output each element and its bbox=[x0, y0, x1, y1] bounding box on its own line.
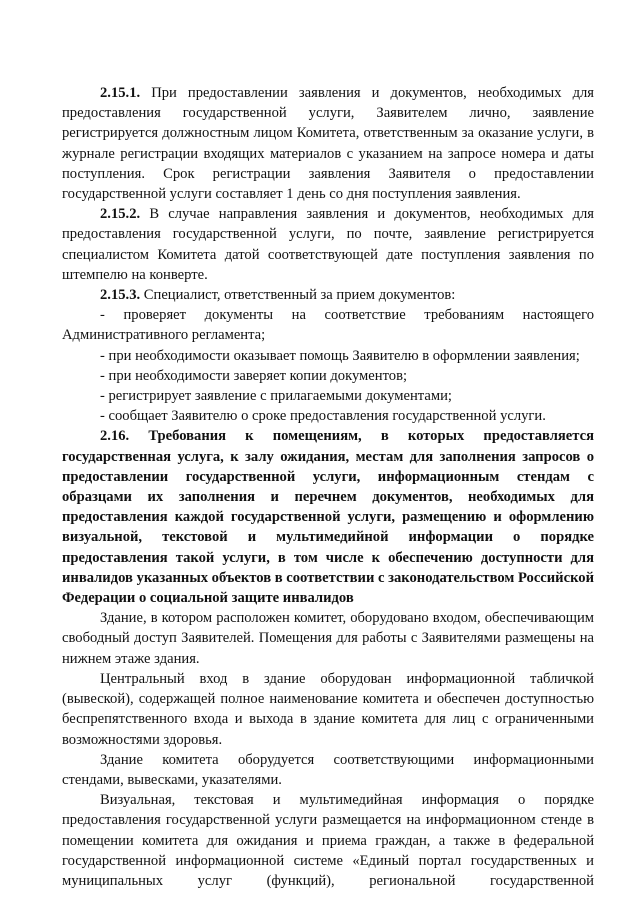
paragraph-entrance: Центральный вход в здание оборудован информационной табличкой (вывеской), содержащей полное наименование комитета и обеспечен доступностью беспрепятственного входа и выхода в здание комитета для лиц с ограниченными возможностями здоровья. bbox=[62, 670, 594, 748]
paragraph-stands: Здание комитета оборудуется соответствующими информационными стендами, вывесками, указателями. bbox=[62, 751, 594, 788]
paragraph-2-16 bbox=[62, 426, 594, 608]
list-item: - при необходимости оказывает помощь Заявителю в оформлении заявления; bbox=[100, 347, 580, 364]
document-page bbox=[62, 83, 594, 891]
paragraph-2-15-1 bbox=[62, 83, 594, 204]
paragraph-building: Здание, в котором расположен комитет, оборудовано входом, обеспечивающим свободный доступ Заявителей. Помещения для работы с Заявителями размещены на нижнем этаже здания. bbox=[62, 610, 594, 667]
list-item: - сообщает Заявителю о сроке предоставления государственной услуги. bbox=[100, 408, 546, 425]
clause-number: 2.15.3. bbox=[100, 287, 141, 304]
paragraph-2-15-2 bbox=[62, 204, 594, 285]
list-item: - проверяет документы на соответствие требованиям настоящего Административного регламента; bbox=[62, 307, 594, 344]
list-item: - при необходимости заверяет копии документов; bbox=[100, 367, 408, 384]
paragraph-text: Специалист, ответственный за прием документов: bbox=[140, 287, 456, 304]
paragraph-2-15-3 bbox=[62, 285, 594, 305]
list-item: - регистрирует заявление с прилагаемыми документами; bbox=[100, 388, 452, 405]
paragraph-text: Требования к помещениям, в которых предоставляется государственная услуга, к залу ожидания, местам для заполнения запросов о предоставлении государственной услуги, информационным стендам с образцами их заполнения и перечнем документов, необходимых для предоставления каждой государственной услуги, размещению и оформлению визуальной, текстовой и мультимедийной информации о порядке предоставления такой услуги, в том числе к обеспечению доступности для инвалидов указанных объектов в соответствии с законодательством Российской Федерации о социальной защите инвалидов bbox=[62, 428, 594, 607]
paragraph-text: В случае направления заявления и документов, необходимых для предоставления государственной услуги, по почте, заявление регистрируется специалистом Комитета датой соответствующей дате поступления заявления по штемпелю на конверте. bbox=[62, 206, 594, 283]
paragraph-info: Визуальная, текстовая и мультимедийная информация о порядке предоставления государственной услуги размещается на информационном стенде в помещении комитета для ожидания и приема граждан, а также в федеральной государственной информационной системе «Единый портал государственных и муниципальных услуг (функций), региональной государственной bbox=[62, 792, 594, 889]
paragraph-text: При предоставлении заявления и документов, необходимых для предоставления государственной услуги, Заявителем лично, заявление регистрируется должностным лицом Комитета, ответственным за оказание услуги, в журнале регистрации входящих материалов с указанием на запросе номера и даты поступления. Срок регистрации заявления Заявителя о предоставлении государственной услуги составляет 1 день со дня поступления заявления. bbox=[62, 85, 594, 203]
clause-number: 2.16. bbox=[100, 428, 130, 445]
clause-number: 2.15.1. bbox=[100, 85, 141, 101]
clause-number: 2.15.2. bbox=[100, 206, 141, 223]
